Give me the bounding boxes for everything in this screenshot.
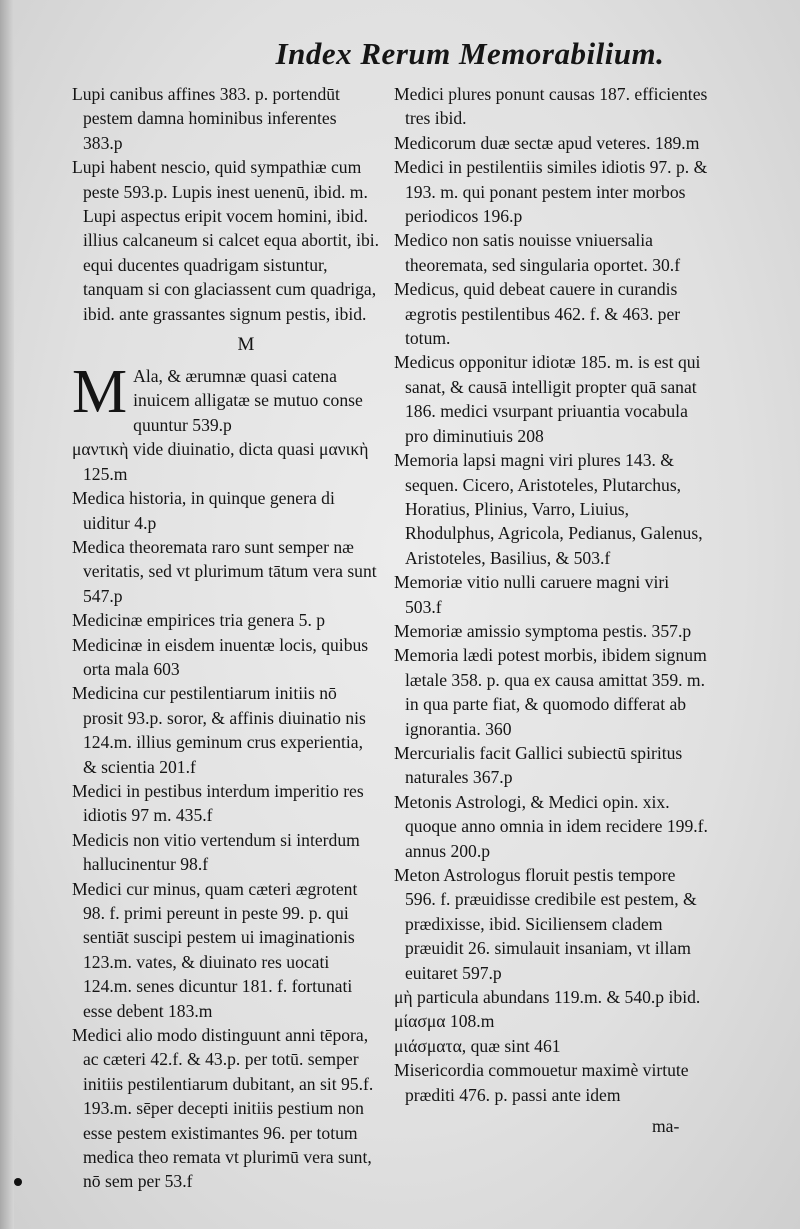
dropcap-entry-text: Ala, & ærumnæ quasi catena inuicem alligatæ se mutuo conse quuntur 539.p — [133, 366, 363, 435]
index-column-left — [72, 82, 380, 1194]
index-entry: Memoriæ amissio symptoma pestis. 357.p — [394, 620, 692, 641]
index-entry: μαντικὴ vide diuinatio, dicta quasi μανικὴ 125.m — [72, 439, 369, 484]
index-entry: Meton Astrologus floruit pestis tempore 596. f. præuidisse credibile est pestem, & prædixisse, ibid. Siciliensem cladem præuidit 26. simulauit insaniam, vt illam euitaret 597.p — [394, 865, 697, 983]
index-entry: Memoria lædi potest morbis, ibidem signum lætale 358. p. qua ex causa amittat 359. m. in qua parte fiat, & quomodo differat ab ignorantia. 360 — [394, 645, 707, 739]
index-entry: Medici cur minus, quam cæteri ægrotent 98. f. primi pereunt in peste 99. p. qui sentiāt suscipi pestem ui imaginationis 123.m. vates, & diuinato res uocati 124.m. senes dicuntur 181. f. fortunati esse debent 183.m — [72, 878, 358, 1021]
index-entry: Medicis non vitio vertendum si interdum hallucinentur 98.f — [72, 829, 360, 875]
index-entry: Medicinæ in eisdem inuentæ locis, quibus orta mala 603 — [72, 634, 369, 679]
index-entry: Medici plures ponunt causas 187. efficientes tres ibid. — [394, 84, 708, 129]
index-column-right — [394, 82, 710, 1107]
index-entry: Memoria lapsi magni viri plures 143. & sequen. Cicero, Aristoteles, Plutarchus, Horatius, Plinius, Varro, Liuius, Rhodulphus, Agricola, Pedianus, Galenus, Aristoteles, Basilius, & 503.f — [394, 450, 703, 568]
index-entry: Mercurialis facit Gallici subiectū spiritus naturales 367.p — [394, 742, 683, 788]
index-entry: Medicus opponitur idiotæ 185. m. is est qui sanat, & causā intelligit propter quā sanat 186. medici vsurpant priuantia vocabula pro diminutiuis 208 — [394, 352, 701, 446]
index-entry-dropcap — [72, 358, 380, 437]
index-entry: Medico non satis nouisse vniuersalia theoremata, sed singularia oportet. 30.f — [394, 230, 681, 275]
index-entry: Medicus, quid debeat cauere in curandis ægrotis pestilentibus 462. f. & 463. per totum. — [394, 279, 681, 349]
index-entry: Lupi habent nescio, quid sympathiæ cum peste 593.p. Lupis inest uenenū, ibid. m. Lupi aspectus eripit vocem homini, ibid. illius calcaneum si calcet equa abortit, ibi. equi ducentes quadrigam sistuntur, tanquam si con glaciassent cum quadriga, ibid. ante grassantes signum pestis, ibid. — [72, 157, 380, 324]
index-entry: Medicinæ empirices tria genera 5. p — [72, 610, 326, 631]
index-entry: Medicorum duæ sectæ apud veteres. 189.m — [394, 132, 700, 153]
index-entry: Medici in pestilentiis similes idiotis 97. p. & 193. m. qui ponant pestem inter morbos periodicos 196.p — [394, 157, 708, 227]
index-entry: μίασμα 108.m — [394, 1011, 495, 1032]
dropcap-initial: M — [72, 358, 128, 427]
catchword: ma- — [652, 1116, 680, 1136]
index-entry: Medici alio modo distinguunt anni tēpora, ac cæteri 42.f. & 43.p. per totū. semper initiis pestilentiarum dubitant, an sit 95.f. 193.m. sēper decepti initiis pestium non esse pestem existimantes 96. per totum medica theo remata vt plurimū vera sunt, nō sem per 53.f — [72, 1025, 374, 1192]
page-edge-shadow — [0, 0, 14, 1229]
index-entry: Medica historia, in quinque genera di uiditur 4.p — [72, 488, 335, 533]
index-entry: Medicina cur pestilentiarum initiis nō prosit 93.p. soror, & affinis diuinatio nis 124.m. illius geminum crus experientia, & scientia 201.f — [72, 683, 366, 777]
index-entry: Metonis Astrologi, & Medici opin. xix. quoque anno omnia in idem recidere 199.f. annus 200.p — [394, 791, 708, 861]
index-entry: Lupi canibus affines 383. p. portendūt pestem damna hominibus inferentes 383.p — [72, 84, 340, 153]
index-entry: Medici in pestibus interdum imperitio res idiotis 97 m. 435.f — [72, 780, 364, 826]
section-letter-heading: M — [237, 334, 255, 356]
ink-dot — [14, 1178, 22, 1186]
index-entry: Medica theoremata raro sunt semper næ veritatis, sed vt plurimum tātum vera sunt 547.p — [72, 536, 377, 606]
index-entry: Misericordia commouetur maximè virtute præditi 476. p. passi ante idem — [394, 1060, 689, 1105]
index-entry: μιάσματα, quæ sint 461 — [394, 1035, 561, 1056]
page-title: Index Rerum Memorabilium. — [275, 36, 665, 71]
index-entry: μὴ particula abundans 119.m. & 540.p ibid. — [394, 987, 701, 1008]
index-entry: Memoriæ vitio nulli caruere magni viri 503.f — [394, 572, 670, 617]
